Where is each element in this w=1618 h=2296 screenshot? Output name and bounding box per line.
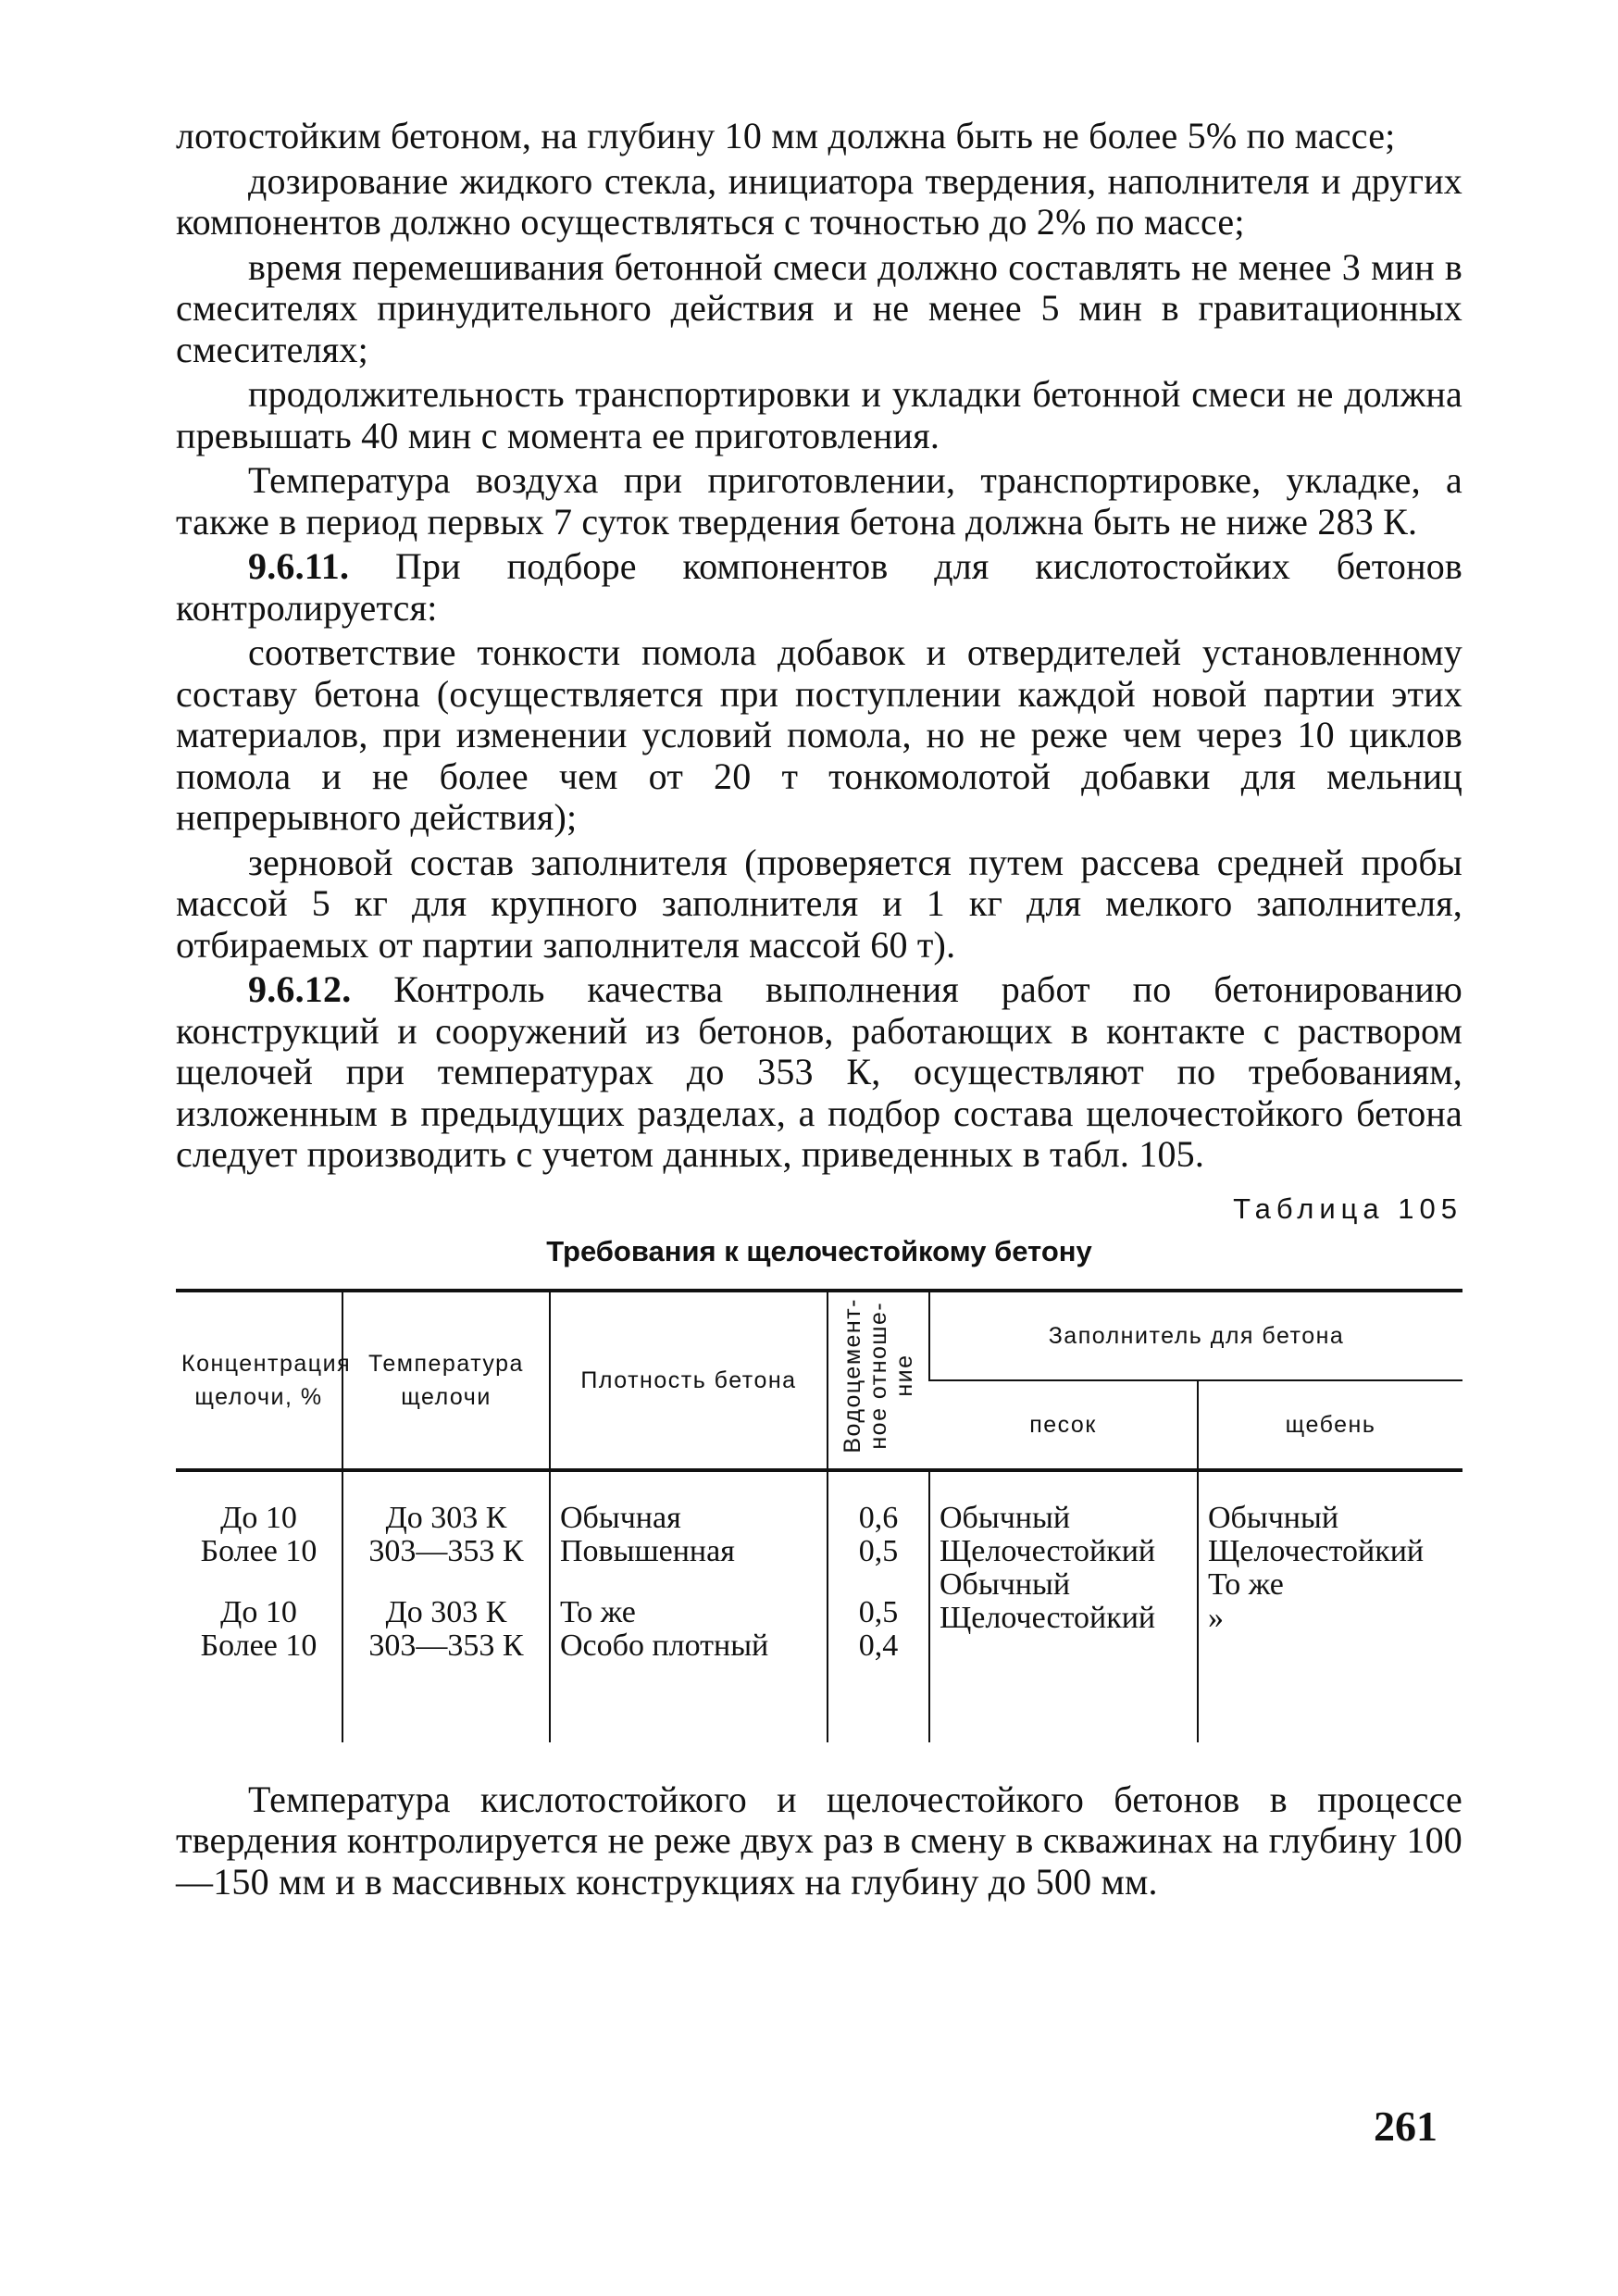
section-9-6-12 bbox=[176, 969, 1462, 1176]
header-sand: песок bbox=[929, 1380, 1198, 1470]
spacer bbox=[560, 1568, 817, 1596]
paragraph-5: Температура воздуха при приготовлении, транспортировке, укладке, а также в период первых 7 суток твердения бетона должна быть не ниже 283 К. bbox=[176, 459, 1462, 543]
section-text: При подборе компонентов для кислотостойких бетонов контролируется: bbox=[176, 545, 1463, 629]
table-cell: 0,5 bbox=[858, 1594, 899, 1629]
paragraph-1: лотостойким бетоном, на глубину 10 мм должна быть не более 5% по массе; bbox=[176, 115, 1396, 156]
header-temperature: Температура щелочи bbox=[342, 1291, 550, 1470]
paragraph-bottom: Температура кислотостойкого и щелочестойкого бетонов в процессе твердения контролируется не реже двух раз в смену в скважинах на глубину 100—150 мм и в массивных конструкциях на глубину до 500 мм. bbox=[176, 1778, 1462, 1903]
table-105 bbox=[176, 1289, 1462, 1742]
paragraph-7: зерновой состав заполнителя (проверяется путем рассева средней пробы массой 5 кг для крупного заполнителя и 1 кг для мелкого заполнителя, отбираемых от партии заполнителя массой 60 т). bbox=[176, 841, 1462, 966]
table-cell: 0,5 bbox=[858, 1533, 899, 1568]
spacer bbox=[185, 1568, 332, 1596]
section-9-6-11 bbox=[176, 546, 1462, 629]
paragraph-4: продолжительность транспортировки и укладки бетонной смеси не должна превышать 40 мин с момента ее приготовления. bbox=[176, 373, 1462, 456]
cell-concentration bbox=[176, 1470, 342, 1742]
header-density: Плотность бетона bbox=[550, 1291, 828, 1470]
section-text: Контроль качества выполнения работ по бетонированию конструкций и сооружений из бетонов, работающих в контакте с раствором щелочей при температурах до 353 К, осуществляют по требованиям, изложенным в предыдущих разделах, а подбор состава щелочестойкого бетона следует производить с учетом данных, приведенных в табл. 105. bbox=[176, 968, 1462, 1175]
table-cell: Более 10 bbox=[200, 1533, 317, 1568]
paragraph-2: дозирование жидкого стекла, инициатора твердения, наполнителя и других компонентов должно осуществляться с точностью до 2% по массе; bbox=[176, 159, 1462, 243]
table-cell: То же bbox=[1208, 1566, 1284, 1602]
section-number: 9.6.12. bbox=[248, 968, 352, 1010]
header-wc-ratio bbox=[828, 1291, 929, 1470]
cell-wc-ratio bbox=[828, 1470, 929, 1742]
table-cell: 303—353 К bbox=[368, 1533, 524, 1568]
table-cell: До 10 bbox=[220, 1594, 297, 1629]
page-content bbox=[176, 116, 1462, 1906]
table-cell: До 303 К bbox=[385, 1500, 507, 1535]
table-cell: » bbox=[1208, 1600, 1224, 1635]
table-cell: Обычный bbox=[940, 1500, 1071, 1535]
header-aggregate: Заполнитель для бетона bbox=[929, 1291, 1462, 1380]
cell-temperature bbox=[342, 1470, 550, 1742]
table-cell: Особо плотный bbox=[560, 1628, 769, 1663]
table-label: Таблица 105 bbox=[1233, 1192, 1462, 1225]
page-number: 261 bbox=[1374, 2103, 1438, 2150]
table-cell: Обычный bbox=[940, 1566, 1071, 1602]
header-gravel: щебень bbox=[1198, 1380, 1462, 1470]
table-body-row bbox=[176, 1470, 1462, 1742]
table-cell: Обычная bbox=[560, 1500, 681, 1535]
paragraph-6: соответствие тонкости помола добавок и отвердителей установленному составу бетона (осуществляется при поступлении каждой новой партии этих материалов, при изменении условий помола, но не реже чем через 10 циклов помола и не более чем от 20 т тонкомолотой добавки для мельниц непрерывного действия); bbox=[176, 631, 1462, 838]
table-cell: 0,6 bbox=[858, 1500, 899, 1535]
spacer bbox=[353, 1568, 540, 1596]
header-concentration: Концентрация щелочи, % bbox=[176, 1291, 342, 1470]
table-cell: 303—353 К bbox=[368, 1628, 524, 1663]
cell-gravel bbox=[1198, 1470, 1462, 1742]
table-cell: До 303 К bbox=[385, 1594, 507, 1629]
table-cell: 0,4 bbox=[858, 1628, 899, 1663]
cell-sand bbox=[929, 1470, 1198, 1742]
spacer bbox=[838, 1568, 919, 1596]
table-cell: Щелочестойкий bbox=[940, 1600, 1156, 1635]
section-number: 9.6.11. bbox=[248, 545, 350, 587]
table-cell: До 10 bbox=[220, 1500, 297, 1535]
table-cell: То же bbox=[560, 1594, 636, 1629]
table-cell: Щелочестойкий bbox=[1208, 1533, 1425, 1568]
table-cell: Щелочестойкий bbox=[940, 1533, 1156, 1568]
table-cell: Более 10 bbox=[200, 1628, 317, 1663]
table-cell: Повышенная bbox=[560, 1533, 735, 1568]
paragraph-3: время перемешивания бетонной смеси должно составлять не менее 3 мин в смесителях принудительного действия и не менее 5 мин в гравитационных смесителях; bbox=[176, 245, 1462, 370]
table-title: Требования к щелочестойкому бетону bbox=[546, 1234, 1092, 1267]
cell-density bbox=[550, 1470, 828, 1742]
table-cell: Обычный bbox=[1208, 1500, 1339, 1535]
header-wc-ratio-text: Водоцемент- ное отноше- ние bbox=[840, 1297, 917, 1454]
